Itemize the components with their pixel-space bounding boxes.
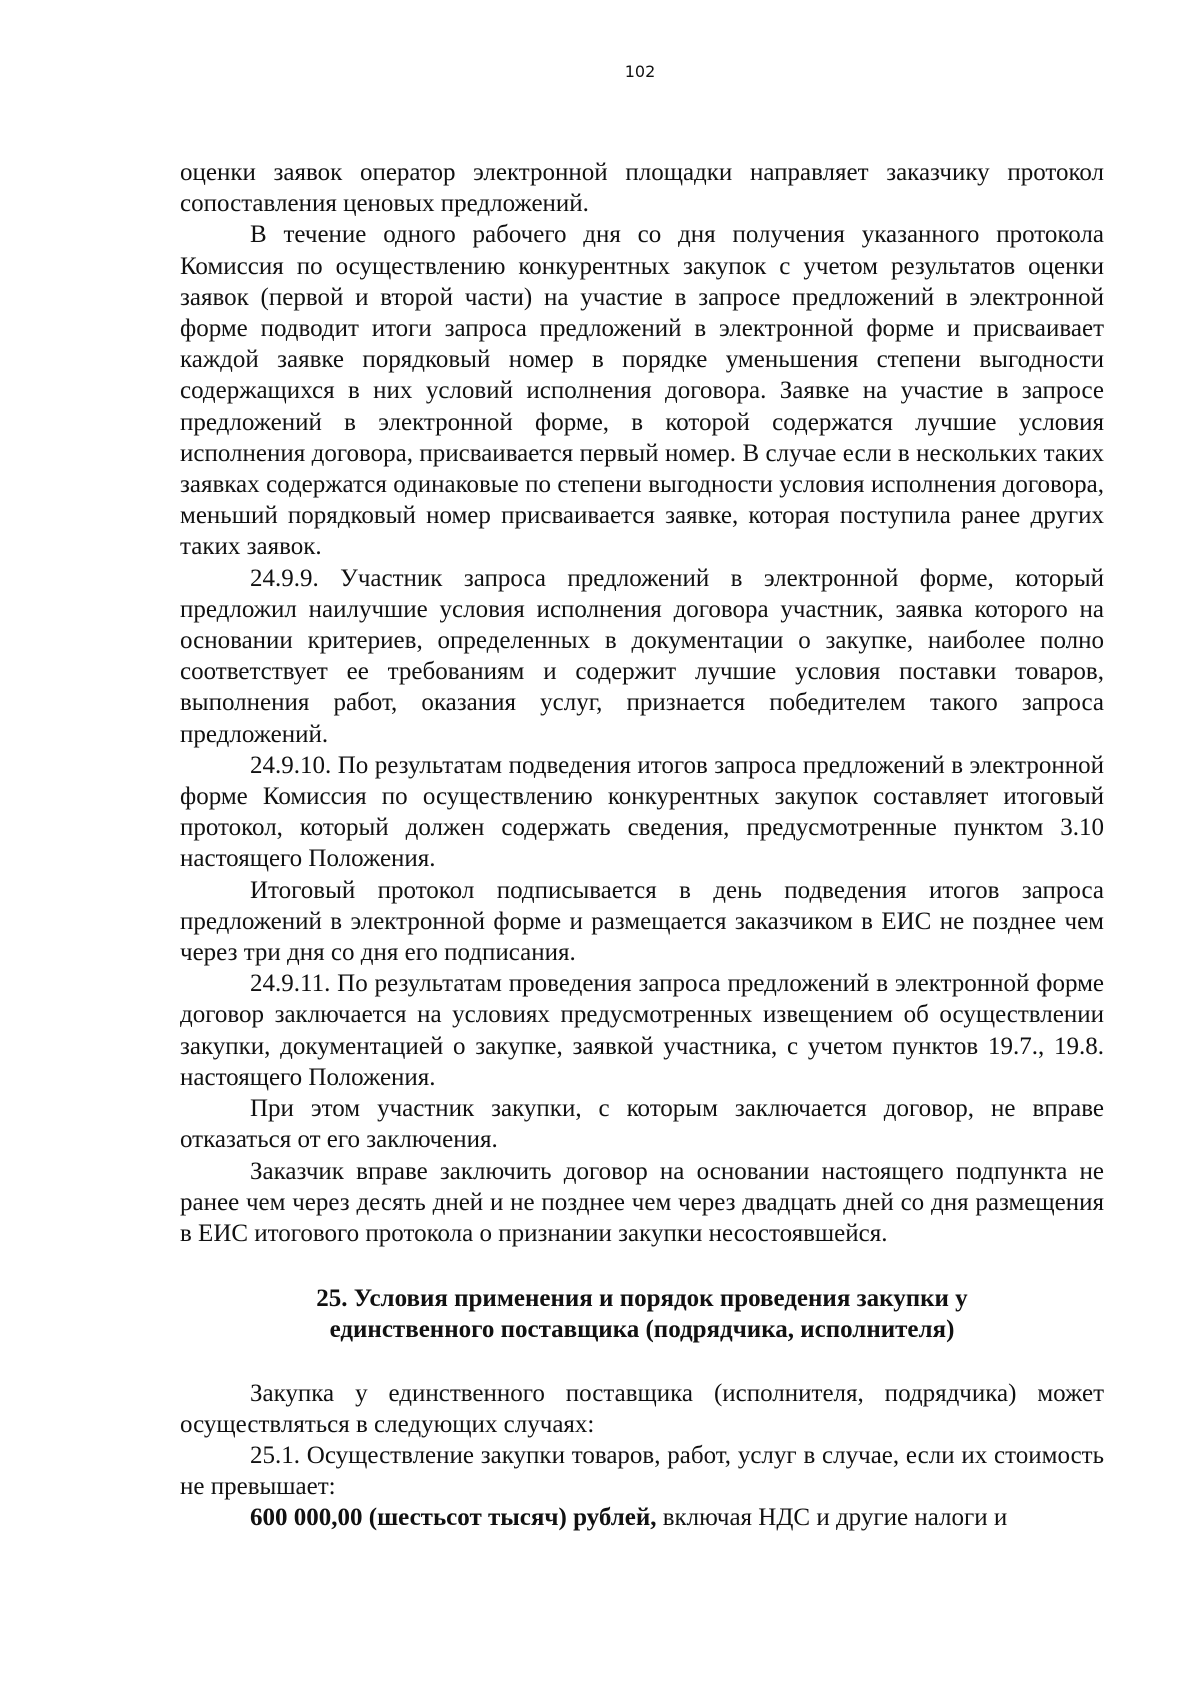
- paragraph-25-1: 25.1. Осуществление закупки товаров, работ, услуг в случае, если их стоимость не превышает:: [180, 1441, 1104, 1501]
- paragraph-no-refusal: При этом участник закупки, с которым заключается договор, не вправе отказаться от его заключения.: [180, 1095, 1104, 1154]
- threshold-amount: 600 000,00 (шестьсот тысяч) рублей,: [250, 1504, 657, 1532]
- section-heading-line-1: 25. Условия применения и порядок проведения закупки у: [316, 1285, 968, 1313]
- paragraph-final-protocol: Итоговый протокол подписывается в день подведения итогов запроса предложений в электронной форме и размещается заказчиком в ЕИС не позднее чем через три дня со дня его подписания.: [180, 876, 1104, 967]
- paragraph-threshold: [180, 1502, 1104, 1533]
- paragraph-24-9-9: 24.9.9. Участник запроса предложений в электронной форме, который предложил наилучшие условия исполнения договора участник, заявка которого на основании критериев, определенных в документации о закупке, наиболее полно соответствует ее требованиям и содержит лучшие условия поставки товаров, выполнения работ, оказания услуг, признается победителем такого запроса предложений.: [180, 564, 1104, 748]
- section-heading-25: [180, 1283, 1104, 1345]
- page-number: 102: [624, 62, 656, 81]
- section-heading-line-2: единственного поставщика (подрядчика, исполнителя): [329, 1316, 955, 1344]
- paragraph-24-9-11: 24.9.11. По результатам проведения запроса предложений в электронной форме договор заключается на условиях предусмотренных извещением об осуществлении закупки, документацией о закупке, заявкой участника, с учетом пунктов 19.7., 19.8. настоящего Положения.: [180, 970, 1104, 1091]
- paragraph-24-9-10: 24.9.10. По результатам подведения итогов запроса предложений в электронной форме Комиссия по осуществлению конкурентных закупок составляет итоговый протокол, который должен содержать сведения, предусмотренные пунктом 3.10 настоящего Положения.: [180, 751, 1104, 873]
- paragraph-continuation: оценки заявок оператор электронной площадки направляет заказчику протокол сопоставления ценовых предложений.: [180, 159, 1104, 218]
- document-body: [180, 157, 1104, 1534]
- paragraph-contract-timing: Заказчик вправе заключить договор на основании настоящего подпункта не ранее чем через десять дней и не позднее чем через двадцать дней со дня размещения в ЕИС итогового протокола о признании закупки несостоявшейся.: [180, 1157, 1104, 1247]
- threshold-tail: включая НДС и другие налоги и: [656, 1504, 1008, 1532]
- paragraph-sole-supplier-intro: Закупка у единственного поставщика (исполнителя, подрядчика) может осуществляться в следующих случаях:: [180, 1379, 1104, 1438]
- paragraph-results-summary: В течение одного рабочего дня со дня получения указанного протокола Комиссия по осуществлению конкурентных закупок с учетом результатов оценки заявок (первой и второй части) на участие в запросе предложений в электронной форме подводит итоги запроса предложений в электронной форме и присваивает каждой заявке порядковый номер в порядке уменьшения степени выгодности содержащихся в них условий исполнения договора. Заявке на участие в запросе предложений в электронной форме, в которой содержатся лучшие условия исполнения договора, присваивается первый номер. В случае если в нескольких таких заявках содержатся одинаковые по степени выгодности условия исполнения договора, меньший порядковый номер присваивается заявке, которая поступила ранее других таких заявок.: [180, 221, 1104, 561]
